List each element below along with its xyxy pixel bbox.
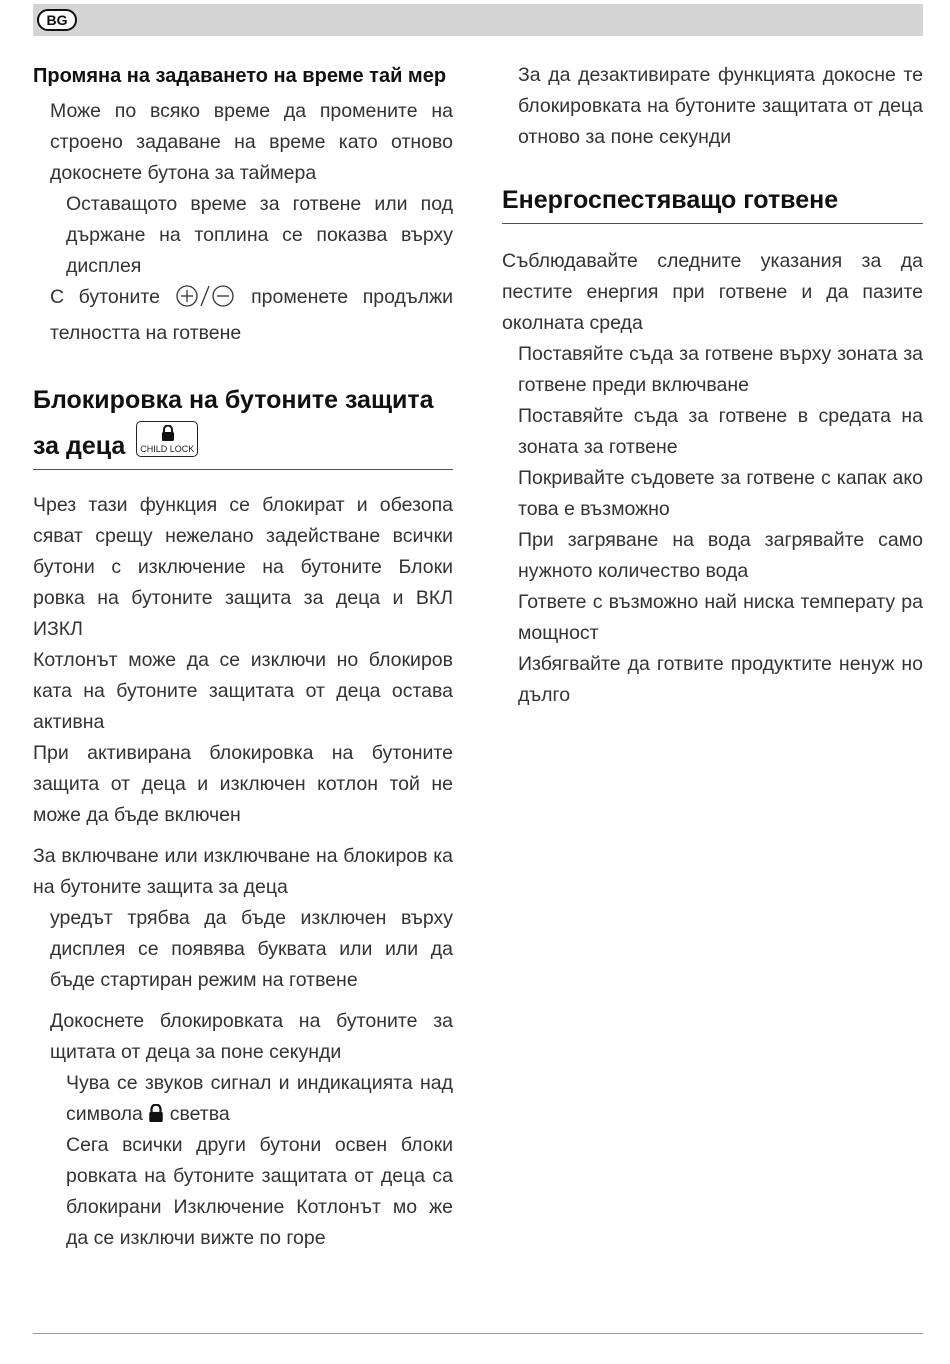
child-lock-p7-end: светва: [169, 1103, 230, 1125]
footer-rule: [33, 1333, 923, 1334]
energy-tip-1: Поставяйте съда за готвене върху зоната за готвене преди включване: [518, 343, 923, 396]
child-lock-paragraph-6: Докоснете блокировката на бутоните за щитата от деца за поне секунди: [50, 1010, 453, 1063]
child-lock-paragraph-1: Чрез тази функция се блокират и обезопа сяват срещу нежелано задействане всички бутони с изключение на бутоните Блоки ровка на бутоните защита за деца и ВКЛ ИЗКЛ: [33, 494, 453, 640]
energy-tip-4: При загряване на вода загрявайте само нужното количество вода: [518, 529, 923, 582]
plus-minus-icon: [175, 284, 237, 318]
child-lock-paragraph-3: При активирана блокировка на бутоните защита от деца и изключен котлон той не може да бъде включен: [33, 742, 453, 826]
energy-tip-5: Гответе с възможно най ниска температу ра мощност: [518, 591, 923, 644]
header-bar: [33, 4, 923, 36]
child-lock-paragraph-8: Сега всички други бутони освен блоки ровката на бутоните защитата от деца са блокирани Изключение Котлонът мо же да се изключи вижте по горе: [66, 1134, 453, 1249]
energy-tip-6: Избягвайте да готвите продуктите ненуж но дълго: [518, 653, 923, 706]
energy-tip-3: Покривайте съдовете за готвене с капак ако това е възможно: [518, 467, 923, 520]
timer-paragraph-3: [33, 282, 453, 349]
timer-paragraph-1: Може по всяко време да промените на строено задаване на време като отново докоснете бутона за таймера: [50, 100, 453, 184]
timer-p3-end: променете продължи телността на готвене: [50, 286, 454, 344]
energy-saving-heading: Енергоспестяващо готвене: [502, 179, 923, 224]
energy-intro: Съблюдавайте следните указания за да пестите енергия при готвене и да пазите околната среда: [502, 250, 923, 334]
child-lock-paragraph-7: [33, 1068, 453, 1130]
timer-paragraph-2: Оставащото време за готвене или под държане на топлина се показва върху дисплея: [66, 193, 453, 277]
child-lock-button-icon: [136, 421, 198, 457]
child-lock-heading-text: Блокировка на бутоните защита за деца: [33, 386, 434, 460]
right-column: [502, 60, 923, 711]
padlock-icon: [161, 425, 175, 441]
child-lock-heading: [33, 379, 453, 470]
child-lock-label: CHILD LOCK: [140, 444, 195, 454]
child-lock-p7-start: Чува се звуков сигнал и индикацията над символа: [66, 1072, 453, 1125]
child-lock-paragraph-2: Котлонът може да се изключи но блокиров ката на бутоните защитата от деца остава активна: [33, 649, 453, 733]
padlock-inline-icon: [148, 1104, 164, 1122]
left-column: [33, 60, 453, 1254]
energy-tip-2: Поставяйте съда за готвене в средата на зоната за готвене: [518, 405, 923, 458]
child-lock-paragraph-5: уредът трябва да бъде изключен върху дисплея се появява буквата или или да бъде стартиран режим на готвене: [50, 907, 453, 991]
language-badge: BG: [37, 9, 77, 31]
child-lock-paragraph-4: За включване или изключване на блокиров ка на бутоните защита за деца: [33, 845, 453, 898]
timer-p3-start: С бутоните: [50, 286, 160, 308]
timer-change-heading: Промяна на задаването на време тай мер: [33, 65, 447, 87]
deactivate-paragraph: За да дезактивирате функцията докосне те блокировката на бутоните защитата от деца отново за поне секунди: [518, 64, 923, 148]
